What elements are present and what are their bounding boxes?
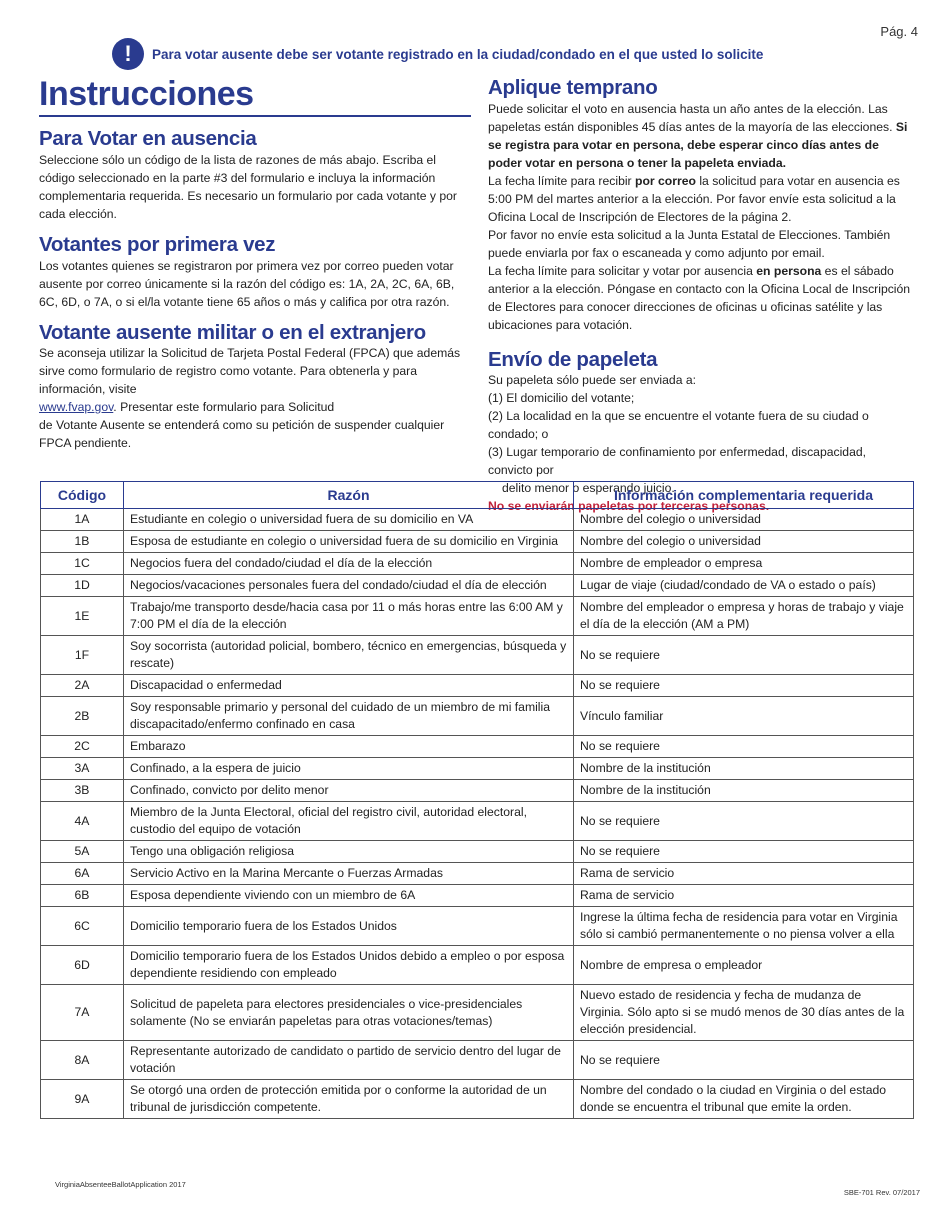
header-reason: Razón bbox=[124, 482, 574, 509]
exclamation-icon: ! bbox=[112, 38, 144, 70]
apply-early-p1 bbox=[488, 100, 912, 172]
code-cell: 6B bbox=[41, 885, 124, 907]
footer-form-name: VirginiaAbsenteeBallotApplication 2017 bbox=[55, 1180, 186, 1189]
code-cell: 2B bbox=[41, 697, 124, 736]
info-cell: No se requiere bbox=[574, 636, 914, 675]
registration-notice bbox=[112, 38, 763, 70]
reason-cell: Confinado, a la espera de juicio bbox=[124, 758, 574, 780]
reason-cell: Domicilio temporario fuera de los Estados Unidos debido a empleo o por esposa dependiente residiendo con empleado bbox=[124, 946, 574, 985]
table-row bbox=[41, 531, 914, 553]
reason-cell: Trabajo/me transporto desde/hacia casa por 11 o más horas entre las 6:00 AM y 7:00 PM el día de la elección bbox=[124, 597, 574, 636]
info-cell: Nombre del empleador o empresa y horas de trabajo y viaje el día de la elección (AM a PM) bbox=[574, 597, 914, 636]
code-cell: 1C bbox=[41, 553, 124, 575]
reason-cell: Estudiante en colegio o universidad fuera de su domicilio en VA bbox=[124, 509, 574, 531]
reason-cell: Miembro de la Junta Electoral, oficial del registro civil, autoridad electoral, custodio del equipo de votación bbox=[124, 802, 574, 841]
info-cell: Vínculo familiar bbox=[574, 697, 914, 736]
reason-cell: Soy socorrista (autoridad policial, bombero, técnico en emergencias, búsqueda y rescate) bbox=[124, 636, 574, 675]
table-row bbox=[41, 636, 914, 675]
table-row bbox=[41, 885, 914, 907]
table-row bbox=[41, 597, 914, 636]
code-cell: 3B bbox=[41, 780, 124, 802]
apply-early-p2-text-c: la solicitud para votar en ausencia es 5:00 PM del martes anterior a la elección. Por favor envíe esta solicitud a la Oficina Local de Inscripción de Electores de la página 2. bbox=[488, 173, 900, 224]
reason-cell: Negocios/vacaciones personales fuera del condado/ciudad el día de elección bbox=[124, 575, 574, 597]
reason-cell: Esposa de estudiante en colegio o universidad fuera de su domicilio en Virginia bbox=[124, 531, 574, 553]
info-cell: Nombre del condado o la ciudad en Virginia o del estado donde se encuentra el tribunal que emite la orden. bbox=[574, 1080, 914, 1119]
apply-early-p4-bold: en persona bbox=[756, 263, 822, 278]
info-cell: Rama de servicio bbox=[574, 863, 914, 885]
code-cell: 1B bbox=[41, 531, 124, 553]
code-cell: 2A bbox=[41, 675, 124, 697]
code-cell: 8A bbox=[41, 1041, 124, 1080]
code-cell: 6C bbox=[41, 907, 124, 946]
code-cell: 4A bbox=[41, 802, 124, 841]
apply-early-p4 bbox=[488, 262, 912, 334]
military-body-text-2: . Presentar este formulario para Solicitud bbox=[113, 400, 335, 415]
info-cell: Lugar de viaje (ciudad/condado de VA o estado o país) bbox=[574, 575, 914, 597]
apply-early-p1-text: Puede solicitar el voto en ausencia hasta un año antes de la elección. Las papeletas están disponibles 45 días antes de la mayoría de las elecciones. bbox=[488, 101, 896, 134]
fvap-link[interactable]: www.fvap.gov bbox=[39, 400, 114, 415]
info-cell: Nombre del colegio o universidad bbox=[574, 509, 914, 531]
delivery-item-3b: delito menor o esperando juicio. bbox=[502, 481, 675, 496]
table-row bbox=[41, 1080, 914, 1119]
reason-cell: Negocios fuera del condado/ciudad el día de la elección bbox=[124, 553, 574, 575]
table-row bbox=[41, 736, 914, 758]
info-cell: No se requiere bbox=[574, 841, 914, 863]
reason-cell: Solicitud de papeleta para electores presidenciales o vice-presidenciales solamente (No se enviarán papeletas para otras votaciones/temas) bbox=[124, 985, 574, 1041]
code-cell: 6A bbox=[41, 863, 124, 885]
header-code: Código bbox=[41, 482, 124, 509]
reason-cell: Soy responsable primario y personal del cuidado de un miembro de mi familia discapacitado/enfermo confinado en casa bbox=[124, 697, 574, 736]
delivery-item-3a: (3) Lugar temporario de confinamiento por enfermedad, discapacidad, convicto por bbox=[488, 445, 867, 478]
apply-early-p4-text-a: La fecha límite para solicitar y votar por ausencia bbox=[488, 263, 757, 278]
code-cell: 9A bbox=[41, 1080, 124, 1119]
table-row bbox=[41, 509, 914, 531]
military-body-text-3: de Votante Ausente se entenderá como su petición de suspender cualquier FPCA pendiente. bbox=[39, 418, 445, 451]
absentee-heading: Para Votar en ausencia bbox=[39, 127, 257, 151]
table-row bbox=[41, 841, 914, 863]
reason-cell: Servicio Activo en la Marina Mercante o Fuerzas Armadas bbox=[124, 863, 574, 885]
apply-early-p2-text-a: La fecha límite para recibir bbox=[488, 173, 635, 188]
apply-early-p2-bold: por correo bbox=[635, 173, 696, 188]
reason-cell: Representante autorizado de candidato o partido de servicio dentro del lugar de votación bbox=[124, 1041, 574, 1080]
info-cell: Nombre del colegio o universidad bbox=[574, 531, 914, 553]
table-row bbox=[41, 863, 914, 885]
table-row bbox=[41, 553, 914, 575]
military-heading: Votante ausente militar o en el extranjero bbox=[39, 320, 426, 344]
page-title: Instrucciones bbox=[39, 76, 471, 117]
table-row bbox=[41, 907, 914, 946]
first-time-body: Los votantes quienes se registraron por primera vez por correo pueden votar ausente por correo únicamente si la razón del código es: 1A, 2A, 2C, 6A, 6B, 6C, 6D, o 7A, o si el/la votante tiene 65 años o más y califica por otra razón. bbox=[39, 258, 455, 309]
info-cell: Nombre de la institución bbox=[574, 780, 914, 802]
code-cell: 6D bbox=[41, 946, 124, 985]
table-row bbox=[41, 780, 914, 802]
table-row bbox=[41, 697, 914, 736]
reason-cell: Tengo una obligación religiosa bbox=[124, 841, 574, 863]
table-row bbox=[41, 675, 914, 697]
info-cell: No se requiere bbox=[574, 802, 914, 841]
delivery-intro: Su papeleta sólo puede ser enviada a: bbox=[488, 373, 697, 388]
code-cell: 3A bbox=[41, 758, 124, 780]
delivery-item-2: (2) La localidad en la que se encuentre el votante fuera de su ciudad o condado; o bbox=[488, 409, 869, 442]
info-cell: Ingrese la última fecha de residencia para votar en Virginia sólo si cambió permanentemente o no piensa volver a ella bbox=[574, 907, 914, 946]
right-column bbox=[488, 76, 912, 515]
table-header-row bbox=[41, 482, 914, 509]
info-cell: No se requiere bbox=[574, 736, 914, 758]
info-cell: Nombre de la institución bbox=[574, 758, 914, 780]
page-number: Pág. 4 bbox=[880, 24, 918, 39]
military-body bbox=[39, 344, 471, 452]
info-cell: No se requiere bbox=[574, 675, 914, 697]
info-cell: No se requiere bbox=[574, 1041, 914, 1080]
apply-early-heading: Aplique temprano bbox=[488, 76, 658, 99]
reason-cell: Esposa dependiente viviendo con un miembro de 6A bbox=[124, 885, 574, 907]
code-cell: 1A bbox=[41, 509, 124, 531]
reason-codes-table bbox=[40, 481, 914, 1119]
footer-form-id: SBE-701 Rev. 07/2017 bbox=[843, 1188, 920, 1197]
code-cell: 7A bbox=[41, 985, 124, 1041]
apply-early-p2 bbox=[488, 172, 912, 226]
delivery-warning: No se enviarán papeletas por terceras personas. bbox=[488, 499, 770, 514]
code-cell: 1F bbox=[41, 636, 124, 675]
code-cell: 1D bbox=[41, 575, 124, 597]
reason-cell: Domicilio temporario fuera de los Estados Unidos bbox=[124, 907, 574, 946]
table-body bbox=[41, 509, 914, 1119]
table-row bbox=[41, 985, 914, 1041]
reason-cell: Se otorgó una orden de protección emitida por o conforme la autoridad de un tribunal de jurisdicción competente. bbox=[124, 1080, 574, 1119]
apply-early-p1-bold: Si se registra para votar en persona, debe esperar cinco días antes de poder votar en persona o tener la papeleta enviada. bbox=[488, 119, 908, 170]
apply-early-p3: Por favor no envíe esta solicitud a la Junta Estatal de Elecciones. También puede enviarla por fax o escaneada y como adjunto por email. bbox=[488, 227, 891, 260]
reason-cell: Discapacidad o enfermedad bbox=[124, 675, 574, 697]
table-row bbox=[41, 1041, 914, 1080]
table-row bbox=[41, 758, 914, 780]
code-cell: 5A bbox=[41, 841, 124, 863]
military-body-text-1: Se aconseja utilizar la Solicitud de Tarjeta Postal Federal (FPCA) que además sirve como formulario de registro como votante. Para obtenerla y para información, visite bbox=[39, 346, 461, 397]
info-cell: Nombre de empleador o empresa bbox=[574, 553, 914, 575]
apply-early-p4-text-c: es el sábado anterior a la elección. Póngase en contacto con la Oficina Local de Inscripción de Electores para conocer direcciones de oficinas u oficinas satélite y las ubicaciones para votación. bbox=[488, 263, 911, 332]
header-info: Información complementaria requerida bbox=[574, 482, 914, 509]
delivery-item-1: (1) El domicilio del votante; bbox=[488, 391, 635, 406]
table-row bbox=[41, 575, 914, 597]
first-time-heading: Votantes por primera vez bbox=[39, 232, 276, 256]
notice-text: Para votar ausente debe ser votante registrado en la ciudad/condado en el que usted lo solicite bbox=[152, 46, 764, 62]
left-column bbox=[39, 76, 471, 452]
table-row bbox=[41, 802, 914, 841]
code-cell: 1E bbox=[41, 597, 124, 636]
reason-cell: Confinado, convicto por delito menor bbox=[124, 780, 574, 802]
code-cell: 2C bbox=[41, 736, 124, 758]
delivery-heading: Envío de papeleta bbox=[488, 347, 658, 371]
table-row bbox=[41, 946, 914, 985]
info-cell: Nuevo estado de residencia y fecha de mudanza de Virginia. Sólo apto si se mudó menos de 30 días antes de la elección presidencial. bbox=[574, 985, 914, 1041]
info-cell: Nombre de empresa o empleador bbox=[574, 946, 914, 985]
info-cell: Rama de servicio bbox=[574, 885, 914, 907]
reason-cell: Embarazo bbox=[124, 736, 574, 758]
absentee-body: Seleccione sólo un código de la lista de razones de más abajo. Escriba el código seleccionado en la parte #3 del formulario e incluya la información complementaria requerida. Es necesario un formulario por cada votante y por cada elección. bbox=[39, 152, 457, 221]
